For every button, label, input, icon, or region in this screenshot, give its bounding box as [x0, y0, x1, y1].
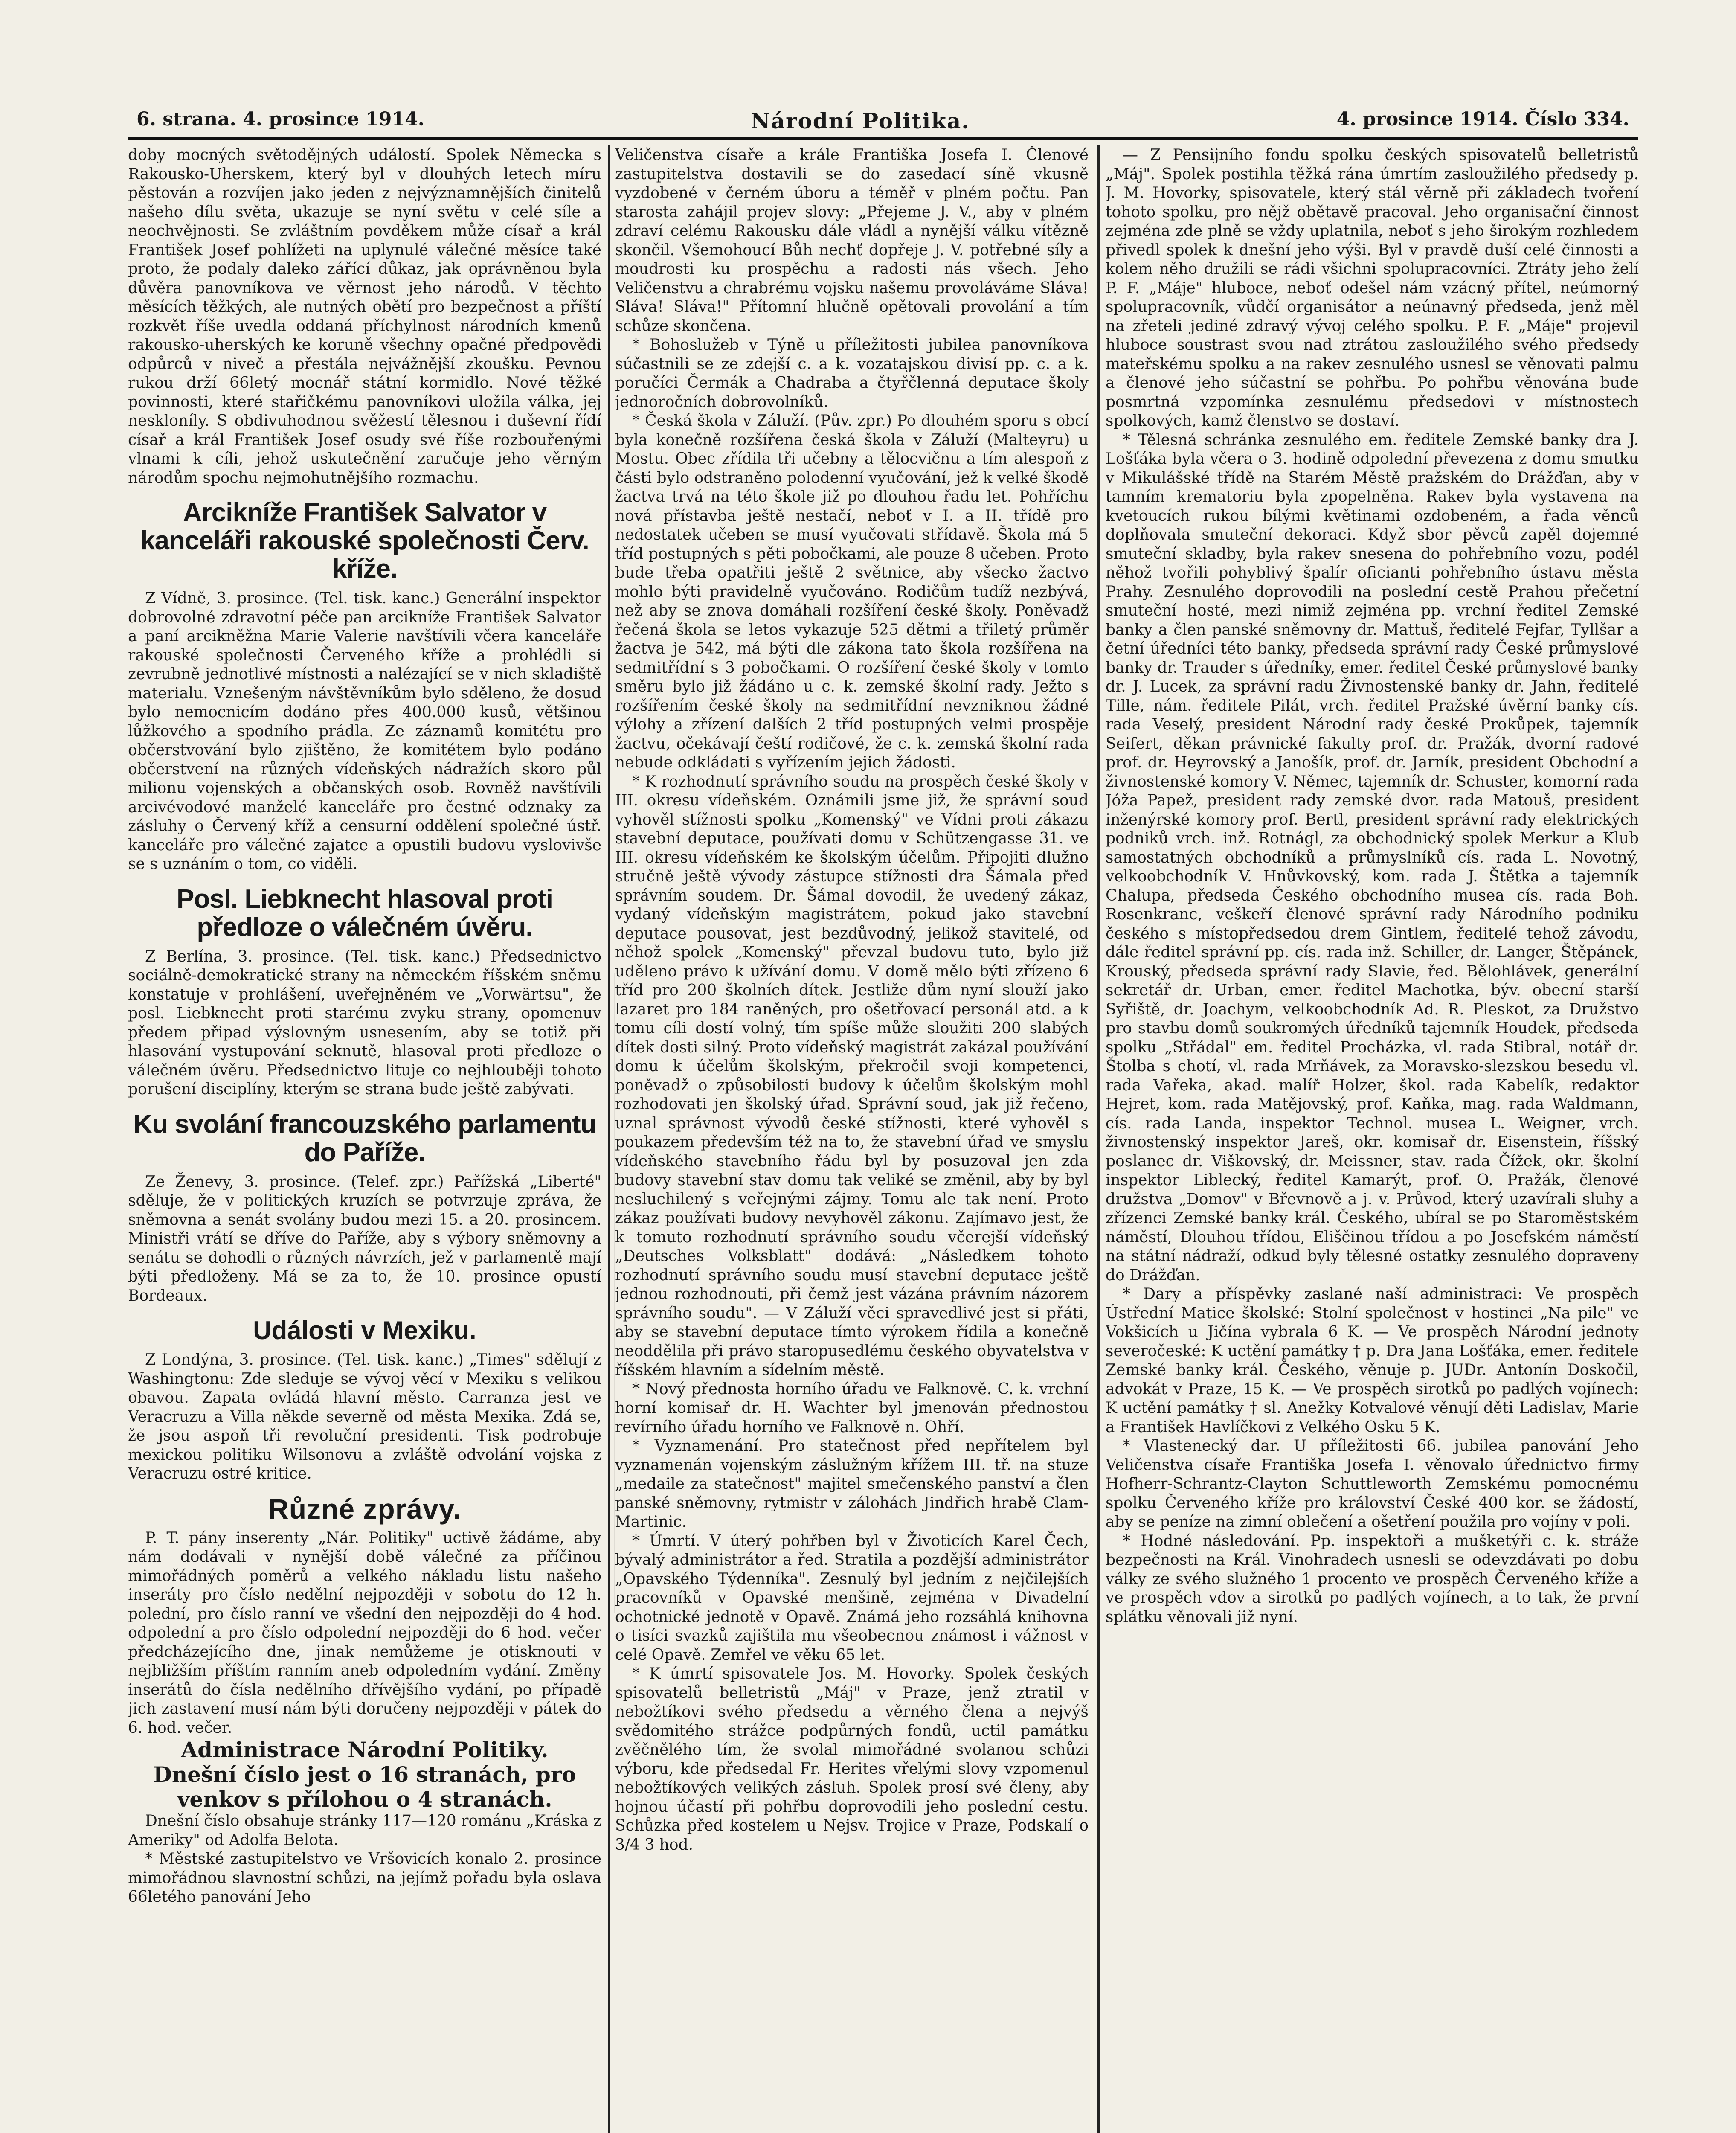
article-text: Veličenstva císaře a krále Františka Josefa I. Členové zastupitelstva dostavili se do zasedací síně vkusně vyzdobené v černém úboru a téměř v plném počtu. Pan starosta zahájil projev slovy: „Přejeme J. V., aby v plném zdraví celému Rakousku dále vládl a nynější válku vítězně skončil. Všemohoucí Bůh nechť dopřeje J. V. potřebné síly a moudrosti ku prospěchu a radosti nás všech. Jeho Veličenstvu a chrabrému vojsku našemu provoláváme Sláva! Sláva! Sláva!" Přítomní hlučně opětovali provolání a tím schůze skončena. — [615, 146, 1089, 335]
article-headline: Posl. Liebknecht hlasoval proti předloze o válečném úvěru. — [177, 884, 553, 942]
administration-signature: Administrace Národní Politiky. — [181, 1737, 549, 1762]
article-text: — Z Pensijního fondu spolku českých spisovatelů belletristů „Máj". Spolek postihla těžká rána úmrtím zasloužilého předsedy p. J. M. Hovorky, spisovatele, který stál věrně při základech tvoření tohoto spolku, pro nějž obětavě pracoval. Jeho organisační činnost zejména zde plně se vždy uplatnila, neboť s jeho širokým rozhledem přivedl spolek k dnešní jeho výši. Byl v pravdě duší celé činnosti a kolem něho družili se rádi všichni spolupracovníci. Ztráty jeho želí P. F. „Máje" hluboce, neboť odešel nám vzácný přítel, neúmorný spolupracovník, vůdčí organisátor a neúnavný předseda, jenž měl na zřeteli jediné zdravý vývoj celého spolku. P. F. „Máje" projevil hluboce soustrast svou nad ztrátou zasloužilého svého předsedy mateřskému spolku a na rakev zesnulého usnesl se věnovati palmu a členové jeho súčastní se pohřbu. Po pohřbu věnována bude posmrtná vzpomínka zesnulému předsedovi v místnostech spolkových, kamž členstvo se dostaví. — [1106, 146, 1639, 430]
article-text: doby mocných světodějných událostí. Spolek Německa s Rakousko-Uherskem, který byl v dlouhých letech míru pěstován a rozvíjen jako jeden z nejvýznamnějších činitelů našeho dílu světa, ukazuje se nyní světu v celé síle a neochvějnosti. Se zvláštním povděkem může císař a král František Josef pohlížeti na uplynulé válečné měsíce také proto, že podaly daleko zářící důkaz, jak oprávněnou byla důvěra panovníkova ve věrnost jeho národů. V těchto měsících těžkých, ale nutných obětí pro bezpečnost a příští rozkvět říše uvedla oddaná příchylnost národních kmenů rakousko-uherských ke koruně všechny opačné předpovědi odpůrců v niveč a přestála nejvážnější zkoušku. Pevnou rukou drží 66letý mocnář státní kormidlo. Nové těžké povinnosti, které stařičkému panovníkovi uložila válka, jej neskloníly. S obdivuhodnou svěžestí tělesnou i duševní řídí císař a král František Josef osudy své říše rozbouřenými vlnami k cíli, jehož uskutečnění zaručuje jeho věrným národům spochu nejmohutnějšího rozmachu. — [128, 146, 601, 487]
article-text: * Dary a příspěvky zaslané naší administraci: Ve prospěch Ústřední Matice školské: Stolní společnost v hostinci „Na pile" ve Vokšicích u Jičína vybrala 6 K. — Ve prospěch Národní jednoty severočeské: K uctění památky † p. Dra Jana Lošťáka, emer. ředitele Zemské banky král. Českého, věnuje p. JUDr. Antonín Doskočil, advokát v Praze, 15 K. — Ve prospěch sirotků po padlých vojínech: K uctění památky † sl. Anežky Kotvalové věnují děti Ladislav, Marie a František Havlíčkovi z Velkého Osku 5 K. — [1106, 1285, 1639, 1436]
header-right: 4. prosince 1914. Číslo 334. — [1336, 108, 1629, 130]
edition-notice: Dnešní číslo jest o 16 stranách, pro venkov s přílohou o 4 stranách. — [153, 1762, 576, 1812]
article-text: Z Londýna, 3. prosince. (Tel. tisk. kanc.) „Times" sdělují z Washingtonu: Zde sleduje se vývoj věcí v Mexiku s velikou obavou. Zapata ovládá hlavní město. Carranza jest ve Veracruzu a Villa někde severně od města Mexika. Zdá se, že jsou aspoň tři revoluční presidenti. Tisk podrobuje mexickou politiku Wilsonovu a zvláště odvolání vojska z Veracruzu ostré kritice. — [128, 1351, 601, 1482]
article-headline: Události v Mexiku. — [253, 1316, 476, 1345]
article-text: Dnešní číslo obsahuje stránky 117—120 románu „Kráska z Ameriky" od Adolfa Belota. — [128, 1812, 601, 1849]
article-headline: Ku svolání francouzského parlamentu do Paříže. — [133, 1109, 596, 1167]
column-3 — [1106, 146, 1639, 2133]
article-text: * Tělesná schránka zesnulého em. ředitele Zemské banky dra J. Lošťáka byla včera o 3. hodině odpolední převezena z domu smutku v Mikulášské třídě na Starém Městě pražském do Drážďan, aby v tamním krematoriu byla zpopelněna. Rakev byla vystavena na kvetoucích rukou bílými květinami ozdobeném, a řada věnců doplňovala smuteční dekoraci. Když sbor pěvců zapěl dojemné smuteční skladby, byla rakev snesena do pohřebního vozu, podél něhož tvořili pohyblivý špalír oficianti pohřebního ústavu města Prahy. Zesnulého doprovodili na poslední cestě Prahou přečetní smuteční hosté, mezi nimiž zejména pp. vrchní ředitel Zemské banky a člen panské sněmovny dr. Mattuš, ředitelé Fejfar, Tyllšar a četní úředníci této banky, předseda správní rady České průmyslové banky dr. Trauder s úředníky, emer. ředitel České průmyslové banky dr. J. Lucek, za správní radu Živnostenské banky dr. Jahn, ředitelé Tille, nám. ředitele Pilát, vrch. ředitel Pražské úvěrní banky cís. rada Veselý, president Národní rady české Prokůpek, tajemník Seifert, děkan právnické fakulty prof. dr. Pražák, dvorní radové prof. dr. Heyrovský a Janošík, prof. dr. Jarník, president Obchodní a živnostenské komory V. Němec, tajemník dr. Schuster, komorní rada Jóža Papež, president rady zemské dvor. rada Matouš, president inženýrské komory prof. Bertl, president správní rady elektrických podniků vrch. inž. Rotnágl, za obchodnický spolek Merkur a Klub samostatných obchodníků a průmyslníků cís. rada L. Novotný, velkoobchodník V. Hnůvkovský, kom. rada J. Štětka a tajemník Chalupa, předseda Českého obchodního musea cís. rada Boh. Rosenkranc, veškeří členové správní rady Národního podniku českého s místopředsedou drem Gintlem, ředitelé tehož závodu, dále ředitel správní pp. cís. rada inž. Schiller, dr. Langer, Štěpánek, Krouský, předseda správní rady Slavie, řed. Bělohlávek, generální sekretář dr. Urban, emer. ředitel Machotka, býv. obecní starší Syřiště, dr. Joachym, velkoobchodník Ad. R. Pleskot, za Družstvo pro stavbu domů soukromých úředníků tajemník Houdek, předseda spolku „Střádal" em. ředitel Procházka, vl. rada Stibral, notář dr. Štolba s chotí, vl. rada Mrňávek, za Moravsko-slezskou besedu vl. rada Vařeka, akad. malíř Holzer, škol. rada Kabelík, redaktor Hejret, kom. rada Matějovský, prof. Kaňka, mag. rada Waldmann, cís. rada Landa, inspektor Technol. musea L. Weigner, vrch. živnostenský inspektor Jareš, okr. komisař dr. Eisenstein, říšský poslanec dr. Viškovský, dr. Meissner, stav. rada Čížek, okr. školní inspektor Liblecký, ředitel Kamarýt, prof. O. Pražák, členové družstva „Domov" v Břevnově a j. v. Průvod, který uzavírali sluhy a zřízenci Zemské banky král. Českého, ubíral se po Staroměstském náměstí, Dlouhou třídou, Eliščinou třídou a po Josefském náměstí na státní nádraží, odkud byly tělesné ostatky zesnulého dopraveny do Drážďan. — [1106, 431, 1639, 1284]
article-text: * Bohoslužeb v Týně u příležitosti jubilea panovníkova súčastnili se ze zdejší c. a k. vozatajskou divisí pp. c. a k. poručíci Čermák a Chadraba a čtyřčlenná deputace školy jednoročních dobrovolníků. — [615, 336, 1089, 411]
header-left: 6. strana. 4. prosince 1914. — [136, 108, 425, 130]
column-2 — [615, 146, 1089, 2133]
article-text: * Vyznamenání. Pro statečnost před nepřítelem byl vyznamenán vojenským záslužným křížem III. tř. na stuze „medaile za statečnost" majitel smečenského panství a člen panské sněmovny, rytmistr v zálohách Jindřich hrabě Clam-Martinic. — [615, 1437, 1089, 1531]
article-text: * K rozhodnutí správního soudu na prospěch české školy v III. okresu vídeňském. Oznámili jsme již, že správní soud vyhověl stížnosti spolku „Komenský" ve Vídni proti zákazu stavební deputace, používati domu v Schützengasse 31. ve III. okresu vídeňském ke školským účelům. Připojiti dlužno stručně ještě vývody zástupce stížnosti dra Šámala před správním soudem. Dr. Šámal dovodil, že uvedený zákaz, vydaný vídeňským magistrátem, pokud jako stavební deputace pousovat, jest bezdůvodný, jelikož stavitelé, od něhož spolek „Komenský" převzal budovu tuto, bylo již uděleno právo k užívání domu. V domě mělo býti zřízeno 6 tříd pro 200 školních dítek. Jestliže dům nyní slouží jako lazaret pro 184 raněných, pro ošetřovací personál atd. a k tomu cíli dostí volný, tím spíše může sloužiti 200 slabých dítek dosti silný. Proto vídeňský magistrát zakázal používání domu k účelům školským, překročil svoji kompetenci, poněvadž o způsobilosti budovy k účelům školským mohl rozhodovati jen školský úřad. Správní soud, jak již řečeno, uznal správnost vývodů české stížnosti, které vyhověl s poukazem především též na to, že stavební úřad ve smyslu vídeňského stavebního řádu byl by posuzoval jen zda budovy stavební stav domu tak veliké se změnil, aby by byl nesluchilený s veřejnými zájmy. Tomu ale tak není. Proto zákaz používati budovy nevyhověl zákonu. Zajímavo jest, že k tomuto rozhodnutí správního soudu včerejší vídeňský „Deutsches Volksblatt" dodává: „Následkem tohoto rozhodnutí správního soudu musí stavební deputace ještě jednou rozhodnouti, při čemž jest vázána právním názorem správního soudu". — V Záluží věci spravedlivé jest si přáti, aby se stavební deputace tímto výrokem řídila a konečně neoddělila při právo staropusedlému českého obyvatelstva v říšském hlavním a sídelním městě. — [615, 773, 1089, 1379]
article-text: * Nový přednosta horního úřadu ve Falknově. C. k. vrchní horní komisař dr. H. Wachter byl jmenován přednostou revírního úřadu horního ve Falknově n. Ohří. — [615, 1380, 1089, 1436]
article-text: * K úmrtí spisovatele Jos. M. Hovorky. Spolek českých spisovatelů belletristů „Máj" v Praze, jenž ztratil v nebožtíkovi svého předsedu a věrného člena a nejvýš svědomitého strážce podpůrných fondů, uctil památku zvěčnělého tím, že svolal mimořádné svolanou schůzi výboru, kde předsedal Fr. Herites vřelými slovy vzpomenul nebožtíkových velikých zásluh. Spolek prosí své členy, aby hojnou účastí při pohřbu doprovodili jeho poslední cestu. Schůzka před kostelem u Nejsv. Trojice v Praze, Podskalí o 3/4 3 hod. — [615, 1665, 1089, 1854]
page-header — [128, 106, 1638, 140]
article-text: * Hodné následování. Pp. inspektoři a mušketýři c. k. stráže bezpečnosti na Král. Vinohradech usnesli se odevzdávati po dobu války ze svého služného 1 procento ve prospěch Červeného kříže a ve prospěch vdov a sirotků po padlých vojínech, a to tak, že první splátku věnovali již nyní. — [1106, 1532, 1639, 1626]
article-headline: Arcikníže František Salvator v kanceláři rakouské společnosti Červ. kříže. — [140, 498, 589, 584]
column-1 — [128, 146, 601, 2133]
article-text: * Česká škola v Záluží. (Pův. zpr.) Po dlouhém sporu s obcí byla konečně rozšířena česká škola v Záluží (Malteyru) u Mostu. Obec zřídila tři učebny a tělocvičnu a tím alespoň z části bylo odstraněno polodenní vyučování, jež k velké škodě žactva trvá na této škole již po dlouhou řadu let. Pohříchu nová přístavba ještě nestačí, neboť v I. a II. třídě pro nedostatek učeben se musí vyučovati střídavě. Škola má 5 tříd postupných s pěti pobočkami, ale pouze 8 učeben. Proto bude třeba opatřiti ještě 2 světnice, aby všecko žactvo mohlo býti pravidelně vyučováno. Rodičům tudíž nezbývá, než aby se znova domáhali rozšíření české školy. Poněvadž řečená škola se letos vykazuje 525 dětmi a třiletý průměr žactva je 542, má býti dle zákona tato škola rozšířena na sedmitřídní s 3 pobočkami. O rozšíření české školy v tomto směru bylo již žádáno u c. k. zemské školní rady. Ježto s rozšířením české školy na sedmitřídní nevzniknou žádné výlohy a zřízení dalších 2 tříd postupných velmi prospěje žactvu, očekávají čeští rodičové, že c. k. zemská školní rada nebude odkládati s vyřízením jejich žádosti. — [615, 412, 1089, 771]
column-rule — [1097, 145, 1100, 2133]
article-text: * Městské zastupitelstvo ve Vršovicích konalo 2. prosince mimořádnou slavnostní schůzi, na jejímž pořadu byla oslava 66letého panování Jeho — [128, 1850, 601, 1906]
article-text: Z Berlína, 3. prosince. (Tel. tisk. kanc.) Předsednictvo sociálně-demokratické strany na německém říšském sněmu konstatuje v prohlášení, uveřejněném ve „Vorwärtsu", že posl. Liebknecht proti starému zvyku strany, opomenuv předem připad výslovným usnesením, aby se totiž při hlasování vystupování seknutě, hlasoval proti předloze o válečném úvěru. Předsednictvo lituje co nejhlouběji tohoto porušení disciplíny, kterým se strana bude ještě zabývati. — [128, 947, 601, 1098]
masthead-title: Národní Politika. — [751, 108, 970, 134]
article-text: Z Vídně, 3. prosince. (Tel. tisk. kanc.) Generální inspektor dobrovolné zdravotní péče pan arcikníže František Salvator a paní arcikněžna Marie Valerie navštívili včera kanceláře rakouské společnosti Červeného kříže a prohlédli si zevrubně jednotlivé místnosti a nalézající se v nich skladiště materialu. Vznešeným návštěvníkům bylo sděleno, že dosud bylo nemocnicím dodáno přes 400.000 kusů, většinou lůžkového a spodního prádla. Ze záznamů komitétu pro občerstvování bylo zjištěno, že komitétem bylo podáno občerstvení na různých vídeňských nádražích skoro půl milionu vojenských a občanských osob. Rovněž navštívili arcivévodové manželé kanceláře pro čestné odznaky za zásluhy o Červený kříž a censurní oddělení společné ústř. kanceláře pro válečné zajatce a opustili budovu vyslovivše se s uznáním o tom, co viděli. — [128, 590, 601, 873]
notice-text: P. T. pány inserenty „Nár. Politiky" uctivě žádáme, aby nám dodávali v nynější době válečné za příčinou mimořádných poměrů a velkého nákladu listu našeho inseráty pro číslo nedělní nejpozději v sobotu do 12 h. polední, pro číslo ranní ve všední den nejpozději do 4 hod. odpolední a pro číslo odpolední nejpozději do 6 hod. večer předcházejícího dne, jinak nemůžeme je otisknouti v nejbližším příštím ranním aneb odpoledním vydání. Změny inserátů do čísla nedělního dřívějšího vydání, po případě jich zastavení musí nám býti doručeny nejpozději v pátek do 6. hod. večer. — [128, 1529, 601, 1737]
column-rule — [608, 145, 610, 2133]
article-text: * Úmrtí. V úterý pohřben byl v Životicích Karel Čech, bývalý administrátor a řed. Stratila a pozdější administrátor „Opavského Týdenníka". Zesnulý byl jedním z nejčilejších pracovníků v Opavské menšině, zejména v Divadelní ochotnické jednotě v Opavě. Známá jeho rozsáhlá knihovna o tisíci svazků zajištila mu všeobecnou známost i vážnost v celé Opavě. Zemřel ve věku 65 let. — [615, 1532, 1089, 1664]
article-text: Ze Ženevy, 3. prosince. (Telef. zpr.) Pařížská „Liberté" sděluje, že v politických kruzích se potvrzuje zpráva, že sněmovna a senát svolány budou mezi 15. a 20. prosincem. Ministři vrátí se dříve do Paříže, aby s výbory sněmovny a senátu se dohodli o různých návrzích, jež v parlamentě mají býti předloženy. Má se za to, že 10. prosince opustí Bordeaux. — [128, 1173, 601, 1305]
article-text: * Vlastenecký dar. U příležitosti 66. jubilea panování Jeho Veličenstva císaře Františka Josefa I. věnovalo úřednictvo firmy Hofherr-Schrantz-Clayton Schuttleworth Zemskému pomocnému spolku Červeného kříže pro království České 400 kor. se žádostí, aby se peníze na zimní oblečení a ošetření použila pro vojíny v poli. — [1106, 1437, 1639, 1531]
section-headline: Různé zprávy. — [268, 1493, 461, 1525]
